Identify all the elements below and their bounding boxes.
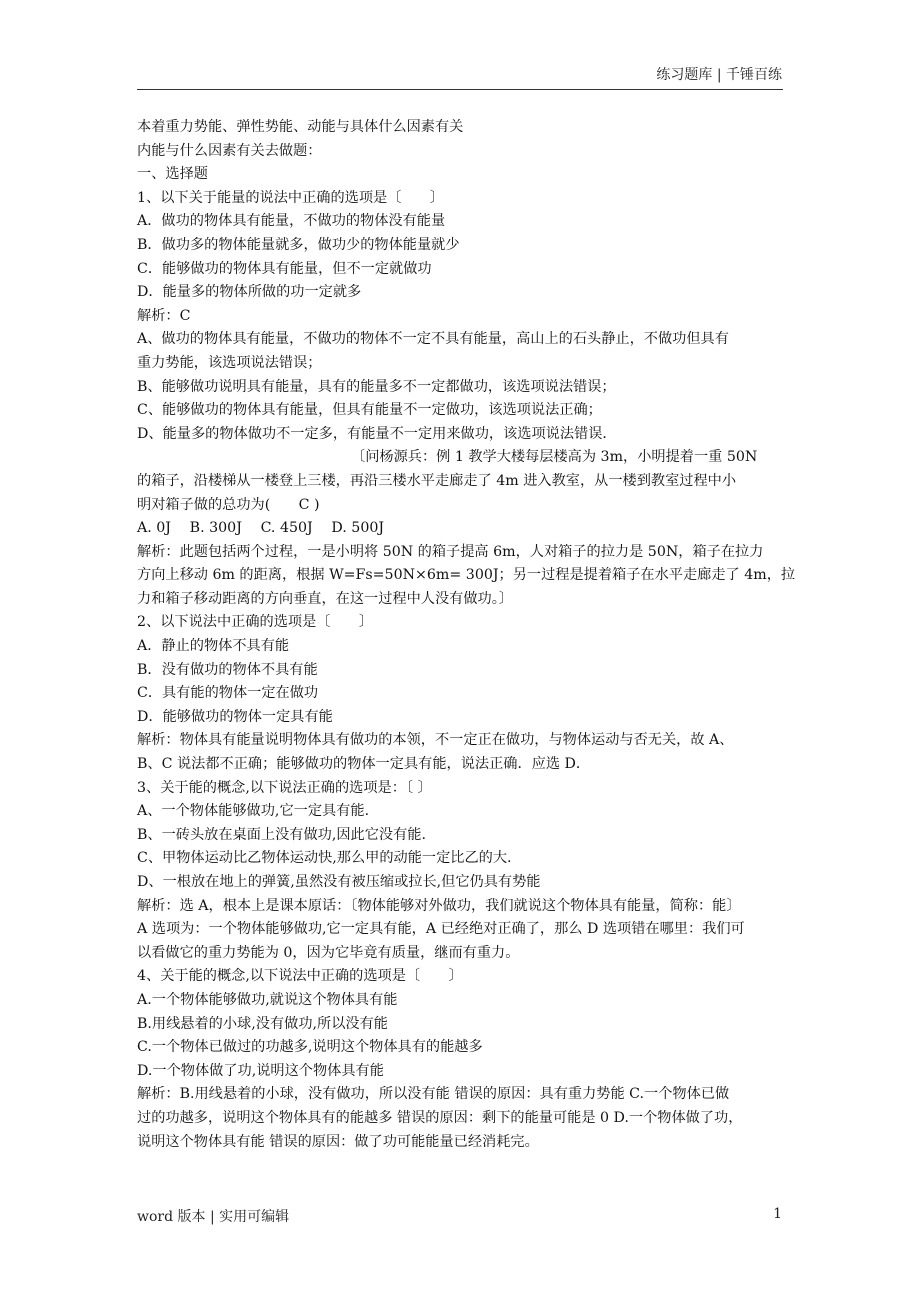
text-line: 内能与什么因素有关去做题： xyxy=(137,142,322,159)
option-d: D、一根放在地上的弹簧,虽然没有被压缩或拉长,但它仍具有势能 xyxy=(137,874,541,890)
text-line: 本着重力势能、弹性势能、动能与具体什么因素有关 xyxy=(137,119,464,135)
text-line: 以看做它的重力势能为 0，因为它毕竟有质量，继而有重力。 xyxy=(137,944,520,961)
option-a: A．静止的物体不具有能 xyxy=(137,638,290,655)
text-line: 说明这个物体具有能 错误的原因：做了功可能能量已经消耗完。 xyxy=(137,1133,539,1150)
footer-text: word 版本 | 实用可编辑 xyxy=(137,1209,290,1225)
option-c: C．能够做功的物体具有能量，但不一定就做功 xyxy=(137,260,432,277)
text-line: B、C 说法都不正确；能够做功的物体一定具有能，说法正确．应选 D． xyxy=(137,756,591,773)
option-c: C.一个物体已做过的功越多,说明这个物体具有的能越多 xyxy=(137,1039,483,1056)
option-d: D．能量多的物体所做的功一定就多 xyxy=(137,284,362,301)
text-line: 解析：物体具有能量说明物体具有做功的本领，不一定正在做功，与物体运动与否无关，故 A、 xyxy=(137,732,734,749)
text-line: 解析：此题包括两个过程，一是小明将 50N 的箱子提高 6m，人对箱子的拉力是 50N，箱子在拉力 xyxy=(137,543,764,560)
text-line: D、能量多的物体做功不一定多，有能量不一定用来做功，该选项说法错误． xyxy=(137,425,617,442)
option-c: C．具有能的物体一定在做功 xyxy=(137,685,319,702)
option-b: B、一砖头放在桌面上没有做功,因此它没有能. xyxy=(137,826,427,843)
text-line: 明对箱子做的总功为( C ) xyxy=(137,496,320,513)
question-2: 2、以下说法中正确的选项是〔 〕 xyxy=(137,614,374,631)
option-d: D．能够做功的物体一定具有能 xyxy=(137,708,333,725)
question-3: 3、关于能的概念,以下说法正确的选项是：〔 〕 xyxy=(137,779,432,796)
option-b: B．没有做功的物体不具有能 xyxy=(137,661,318,678)
question-4: 4、关于能的概念,以下说法中正确的选项是〔 〕 xyxy=(137,968,463,985)
header-text: 练习题库 | 千锤百练 xyxy=(656,67,782,83)
header-rule xyxy=(137,89,783,90)
text-line: C、能够做功的物体具有能量，但具有能量不一定做功，该选项说法正确； xyxy=(137,402,602,419)
text-line: A、做功的物体具有能量，不做功的物体不一定不具有能量，高山上的石头静止，不做功但具有 xyxy=(137,331,729,348)
section-heading: 一、选择题 xyxy=(137,166,208,183)
text-line: B、能够做功说明具有能量，具有的能量多不一定都做功，该选项说法错误； xyxy=(137,378,616,395)
option-d: D.一个物体做了功,说明这个物体具有能 xyxy=(137,1062,384,1079)
answer-line: 解析：C xyxy=(137,307,191,324)
options-row: A. 0J B. 300J C. 450J D. 500J xyxy=(137,520,385,537)
option-b: B．做功多的物体能量就多，做功少的物体能量就少 xyxy=(137,236,460,253)
option-a: A．做功的物体具有能量，不做功的物体没有能量 xyxy=(137,213,446,230)
text-line: 解析：选 A，根本上是课本原话：〔物体能够对外做功，我们就说这个物体具有能量，简称：能〕 xyxy=(137,897,741,914)
text-line: 〔问杨源兵：例 1 教学大楼每层楼高为 3m，小明提着一重 50N xyxy=(351,449,758,466)
text-line: 力和箱子移动距离的方向垂直，在这一过程中人没有做功。〕 xyxy=(137,590,513,607)
question-1: 1、以下关于能量的说法中正确的选项是〔 〕 xyxy=(137,189,444,206)
text-line: A 选项为：一个物体能够做功,它一定具有能，A 已经绝对正确了，那么 D 选项错在哪里：我们可 xyxy=(137,921,745,938)
text-line: 方向上移动 6m 的距离，根据 W=Fs=50N×6m= 300J；另一过程是提着箱子在水平走廊走了 4m，拉 xyxy=(137,567,796,584)
text-line: 的箱子，沿楼梯从一楼登上三楼，再沿三楼水平走廊走了 4m 进入教室，从一楼到教室过程中小 xyxy=(137,472,737,489)
document-body xyxy=(137,116,796,1154)
text-line: 过的功越多，说明这个物体具有的能越多 错误的原因：剩下的能量可能是 0 D.一个物体做了功， xyxy=(137,1109,743,1126)
text-line: 重力势能，该选项说法错误； xyxy=(137,354,322,371)
page-number: 1 xyxy=(773,1206,782,1222)
option-a: A.一个物体能够做功,就说这个物体具有能 xyxy=(137,991,398,1008)
option-a: A、一个物体能够做功,它一定具有能. xyxy=(137,803,370,820)
text-line: 解析：B.用线悬着的小球，没有做功，所以没有能 错误的原因：具有重力势能 C.一个物体已做 xyxy=(137,1086,730,1103)
option-b: B.用线悬着的小球,没有做功,所以没有能 xyxy=(137,1015,388,1032)
option-c: C、甲物体运动比乙物体运动快,那么甲的动能一定比乙的大. xyxy=(137,850,512,867)
